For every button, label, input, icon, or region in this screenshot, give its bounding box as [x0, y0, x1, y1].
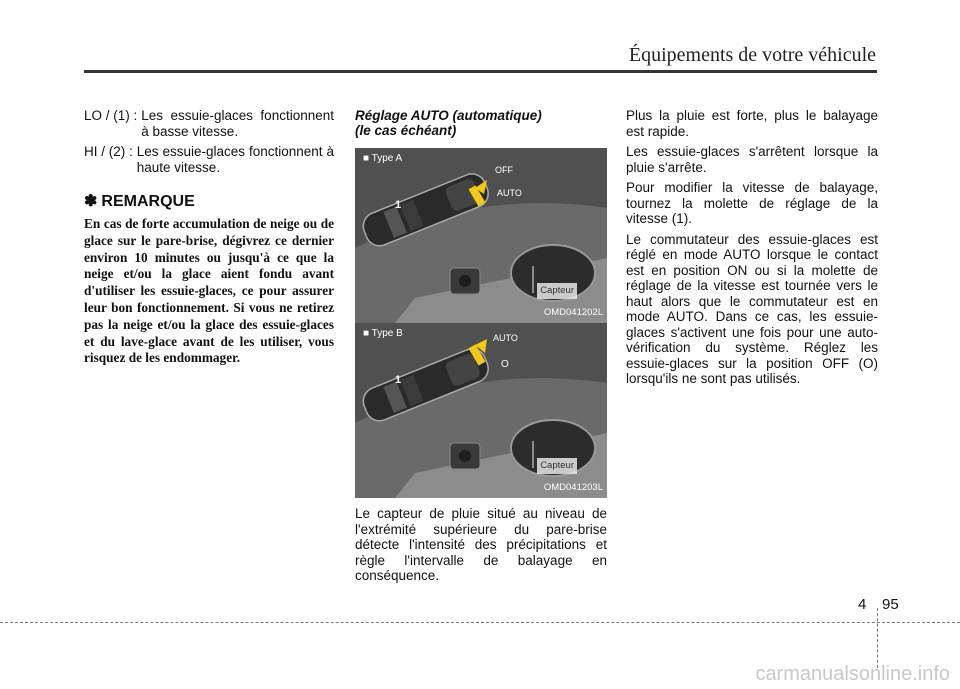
note-title: [84, 192, 334, 212]
paragraph: Plus la pluie est forte, plus le balayage est rapide.: [626, 108, 878, 139]
stalk-label-auto: AUTO: [493, 333, 518, 343]
capteur-label: Capteur: [537, 283, 577, 299]
figure-label: ■ Type B: [363, 328, 403, 339]
footer-dashed-rule: [0, 622, 960, 623]
watermark: carmanualsonline.info: [755, 663, 950, 685]
figure-type-a: [355, 148, 607, 323]
paragraph: Pour modifier la vitesse de balayage, tournez la molette de réglage de la vitesse (1).: [626, 180, 878, 226]
column-1: [84, 108, 334, 367]
definition-term: LO / (1) :: [84, 108, 138, 123]
chapter-number: 4: [858, 596, 867, 613]
figure-type-b: [355, 323, 607, 498]
figure-code: OMD041203L: [543, 482, 603, 493]
stalk-label-auto: AUTO: [497, 188, 522, 198]
dial-label: 1: [395, 199, 402, 211]
column-2: [355, 108, 607, 589]
dial-label: 1: [395, 374, 402, 386]
stalk-label-off-o: O: [501, 359, 509, 370]
definition-hi: [84, 144, 334, 176]
figure-code: OMD041202L: [543, 307, 603, 318]
definition-lo: [84, 108, 334, 140]
definition-desc: Les essuie-glaces fonctionnent à basse vitesse.: [141, 108, 334, 139]
section-title: Réglage AUTO (automatique) (le cas échéant): [355, 108, 542, 138]
definition-desc: Les essuie-glaces fonctionnent à haute vitesse.: [136, 144, 334, 175]
paragraph: Le commutateur des essuie-glaces est réglé en mode AUTO lorsque le contact est en position ON ou si la molette de réglage de la vitesse est tournée vers le haut alors que le commutateur est en mode AUTO. Dans ce cas, les essuie-glaces s'activent une fois pour une auto-vérification du système. Réglez les essuie-glaces sur la position OFF (O) lorsqu'ils ne sont pas utilisés.: [626, 231, 878, 386]
note-star-icon: ✽: [84, 193, 98, 210]
note-title-text: REMARQUE: [101, 193, 195, 210]
rain-sensor-paragraph: Le capteur de pluie situé au niveau de l'extrémité supérieure du pare-brise détecte l'intensité des précipitations et règle l'intervalle de balayage en conséquence.: [355, 506, 607, 583]
page-header-title: Équipements de votre véhicule: [628, 44, 876, 66]
paragraph: Les essuie-glaces s'arrêtent lorsque la pluie s'arrête.: [626, 144, 878, 175]
definition-term: HI / (2) :: [84, 144, 133, 159]
page-number: 95: [882, 596, 899, 613]
column-3: [626, 108, 878, 392]
figure-label: ■ Type A: [363, 153, 403, 164]
header-rule: [84, 70, 877, 73]
note-body: En cas de forte accumulation de neige ou de glace sur le pare-brise, dégivrez ce dernier environ 10 minutes ou jusqu'à ce que la neige et/ou la glace aient fondu avant d'utiliser les essuie-glaces, ce pour assurer leur bon fonctionnement. Si vous ne retirez pas la neige et/ou la glace des essuie-glaces et du lave-glace avant de les utiliser, vous risquez de les endommager.: [84, 216, 334, 366]
stalk-label-off: OFF: [495, 165, 513, 175]
footer-vertical-rule: [877, 608, 878, 668]
capteur-label: Capteur: [537, 458, 577, 474]
